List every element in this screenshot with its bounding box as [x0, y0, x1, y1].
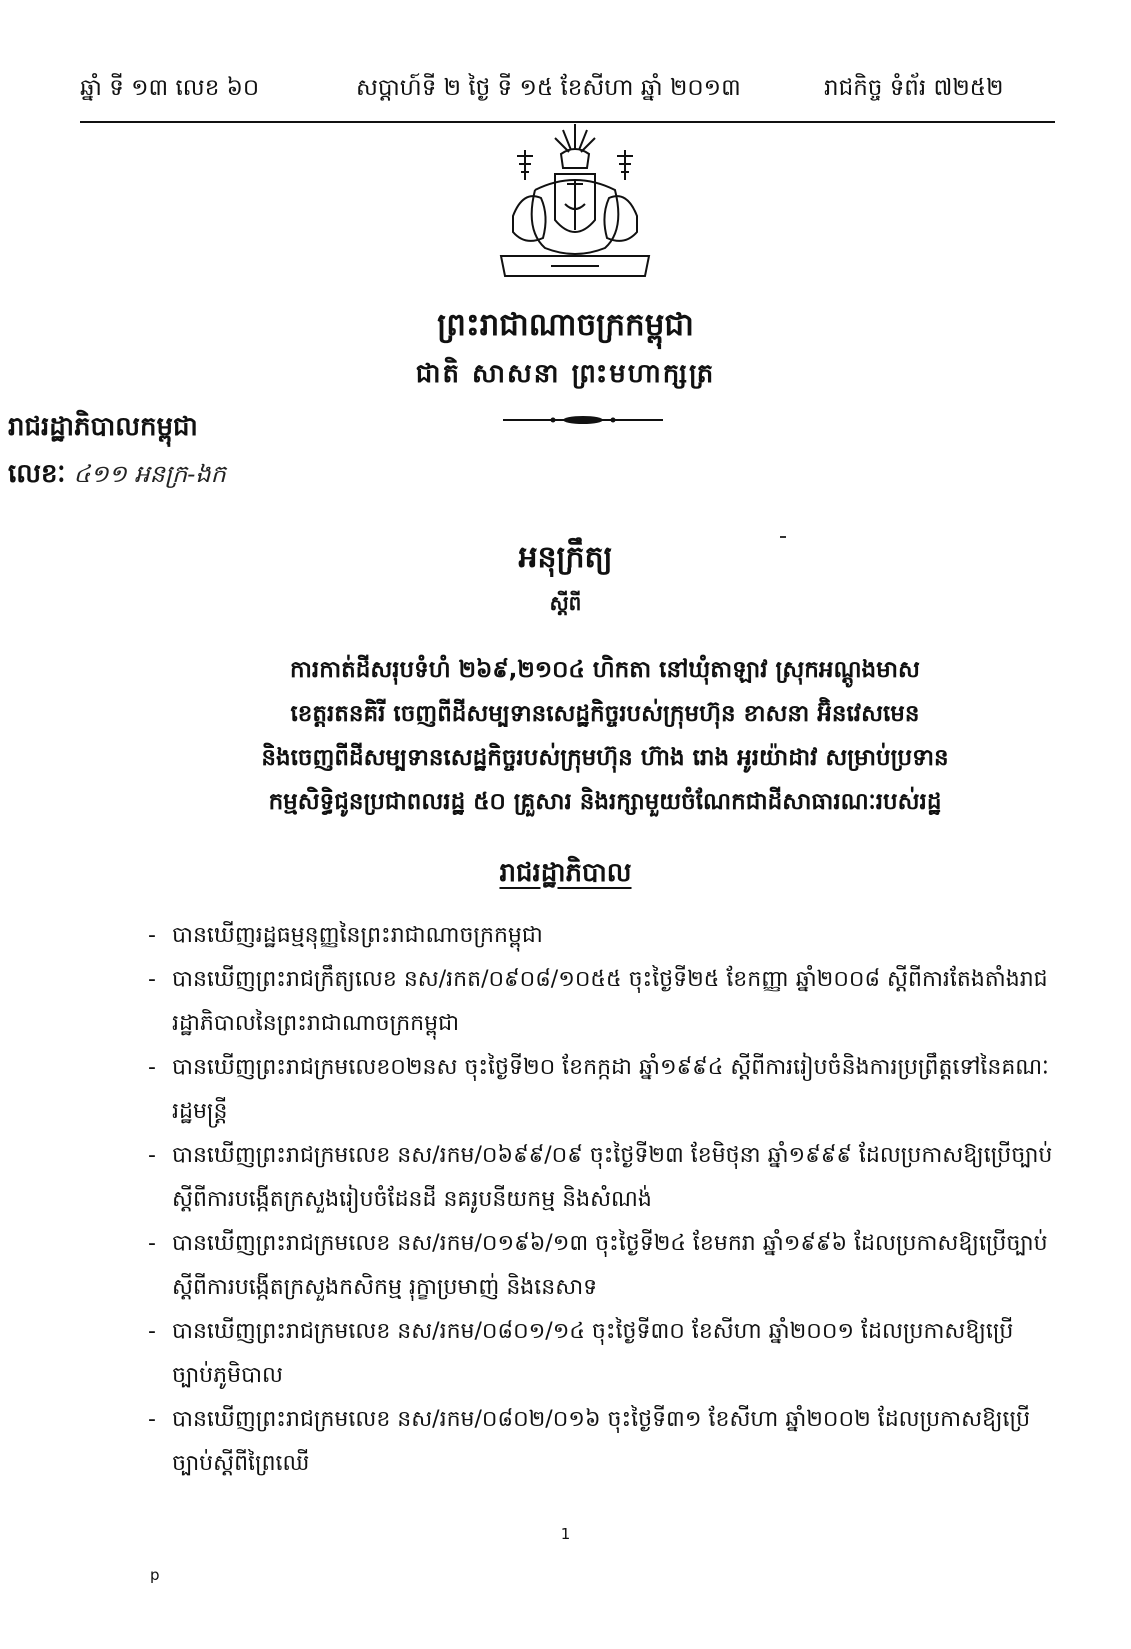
- consideration-item: - បានឃើញរដ្ឋធម្មនុញ្ញនៃព្រះរាជាណាចក្រកម្ពុជា: [148, 923, 543, 948]
- subject-line: ខេត្តរតនគិរី ចេញពីដីសម្បទានសេដ្ឋកិច្ចរបស់ក្រុមហ៊ុន ខាសនា អ៊ិនវេសមេន: [290, 701, 920, 727]
- issuing-government: រាជរដ្ឋាភិបាលកម្ពុជា: [8, 412, 198, 442]
- consideration-text: បានឃើញព្រះរាជក្រឹត្យលេខ នស/រកត/០៩០៨/១០៥៥ ចុះថ្ងៃទី២៥ ខែកញ្ញា ឆ្នាំ២០០៨ ស្តីពីការតែងតាំងរាជរដ្ឋាភិបាលនៃព្រះរាជាណាចក្រកម្ពុជា: [172, 967, 1048, 1036]
- consideration-item: - បានឃើញព្រះរាជក្រមលេខ០២នស ចុះថ្ងៃទី២០ ខែកក្កដា ឆ្នាំ១៩៩៤ ស្តីពីការរៀបចំនិងការប្រព្រឹត្តទៅនៃគណៈរដ្ឋមន្ត្រី: [148, 1055, 1049, 1124]
- subject-heading: [175, 648, 1035, 824]
- handwritten-reference-number: ៤១១ អនក្រ-ងក: [73, 459, 226, 488]
- consideration-text: បានឃើញព្រះរាជក្រមលេខ នស/រកម/០៦៩៩/០៩ ចុះថ្ងៃទី២៣ ខែមិថុនា ឆ្នាំ១៩៩៩ ដែលប្រកាសឱ្យប្រើច្បាប់ស្តីពីការបង្កើតក្រសួងរៀបចំដែនដី នគរូបនីយកម្ម និងសំណង់: [172, 1143, 1053, 1212]
- page-number: 1: [560, 1525, 571, 1543]
- consideration-item: - បានឃើញព្រះរាជក្រមលេខ នស/រកម/០១៩៦/១៣ ចុះថ្ងៃទី២៤ ខែមករា ឆ្នាំ១៩៩៦ ដែលប្រកាសឱ្យប្រើច្បាប់ ស្តីពីការបង្កើតក្រសួងកសិកម្ម រុក្ខាប្រមាញ់ និងនេសាទ: [148, 1231, 1048, 1300]
- gazette-week-date: សប្តាហ៍ទី ២ ថ្ងៃ ទី ១៥ ខែសីហា ឆ្នាំ ២០១៣: [356, 75, 741, 101]
- consideration-text: បានឃើញព្រះរាជក្រមលេខ០២នស ចុះថ្ងៃទី២០ ខែកក្កដា ឆ្នាំ១៩៩៤ ស្តីពីការរៀបចំនិងការប្រព្រឹត្តទៅនៃគណៈរដ្ឋមន្ត្រី: [172, 1055, 1049, 1124]
- decorative-divider-ornament: [503, 414, 663, 426]
- consideration-text: បានឃើញព្រះរាជក្រមលេខ នស/រកម/០៨០១/១៤ ចុះថ្ងៃទី៣០ ខែសីហា ឆ្នាំ២០០១ ដែលប្រកាសឱ្យប្រើច្បាប់ភូមិបាល: [172, 1319, 1014, 1388]
- subject-label: ស្តីពី: [549, 591, 582, 615]
- national-motto: ជាតិ សាសនា ព្រះមហាក្សត្រ: [415, 359, 716, 389]
- document-type-title: អនុក្រឹត្យ: [518, 540, 613, 575]
- consideration-text: បានឃើញព្រះរាជក្រមលេខ នស/រកម/០១៩៦/១៣ ចុះថ្ងៃទី២៤ ខែមករា ឆ្នាំ១៩៩៦ ដែលប្រកាសឱ្យប្រើច្បាប់ ស្តីពីការបង្កើតក្រសួងកសិកម្ម រុក្ខាប្រមាញ់ និងនេសាទ: [172, 1231, 1048, 1300]
- considerations-list: [148, 914, 1053, 1486]
- gazette-year-issue: ឆ្នាំ ទី ១៣ លេខ ៦០: [80, 75, 260, 101]
- reference-number-row: [8, 456, 226, 496]
- subject-line: កម្មសិទ្ធិជូនប្រជាពលរដ្ឋ ៥០ គ្រួសារ និងរក្សាមួយចំណែកជាដីសាធារណៈរបស់រដ្ឋ: [268, 789, 942, 815]
- consideration-item: - បានឃើញព្រះរាជក្រមលេខ នស/រកម/០៨០២/០១៦ ចុះថ្ងៃទី៣១ ខែសីហា ឆ្នាំ២០០២ ដែលប្រកាសឱ្យប្រើច្បាប់ស្តីពីព្រៃឈើ: [148, 1407, 1031, 1476]
- consideration-text: បានឃើញព្រះរាជក្រមលេខ នស/រកម/០៨០២/០១៦ ចុះថ្ងៃទី៣១ ខែសីហា ឆ្នាំ២០០២ ដែលប្រកាសឱ្យប្រើច្បាប់ស្តីពីព្រៃឈើ: [172, 1407, 1031, 1476]
- subject-line: និងចេញពីដីសម្បទានសេដ្ឋកិច្ចរបស់ក្រុមហ៊ុន ហ៊ាង រោង អូរយ៉ាដាវ សម្រាប់ប្រទាន: [261, 745, 949, 771]
- consideration-item: - បានឃើញព្រះរាជក្រឹត្យលេខ នស/រកត/០៩០៨/១០៥៥ ចុះថ្ងៃទី២៥ ខែកញ្ញា ឆ្នាំ២០០៨ ស្តីពីការតែងតាំងរាជរដ្ឋាភិបាលនៃព្រះរាជាណាចក្រកម្ពុជា: [148, 967, 1048, 1036]
- consideration-item: - បានឃើញព្រះរាជក្រមលេខ នស/រកម/០៦៩៩/០៩ ចុះថ្ងៃទី២៣ ខែមិថុនា ឆ្នាំ១៩៩៩ ដែលប្រកាសឱ្យប្រើច្បាប់ស្តីពីការបង្កើតក្រសួងរៀបចំដែនដី នគរូបនីយកម្ម និងសំណង់: [148, 1143, 1053, 1212]
- stray-letter: p: [150, 1566, 160, 1584]
- subject-line: ការកាត់ដីសរុបទំហំ ២៦៩,២១០៤ ហិកតា នៅឃុំតាឡាវ ស្រុកអណ្តូងមាស: [290, 657, 920, 683]
- gazette-page-ref: រាជកិច្ច ទំព័រ ៧២៥២: [824, 75, 1004, 101]
- consideration-item: - បានឃើញព្រះរាជក្រមលេខ នស/រកម/០៨០១/១៤ ចុះថ្ងៃទី៣០ ខែសីហា ឆ្នាំ២០០១ ដែលប្រកាសឱ្យប្រើច្បាប់ភូមិបាល: [148, 1319, 1014, 1388]
- kingdom-title: ព្រះរាជាណាចក្រកម្ពុជា: [437, 307, 694, 343]
- royal-coat-of-arms-emblem: [495, 120, 655, 290]
- authority-heading: រាជរដ្ឋាភិបាល: [499, 858, 632, 888]
- consideration-text: បានឃើញរដ្ឋធម្មនុញ្ញនៃព្រះរាជាណាចក្រកម្ពុជា: [172, 923, 543, 948]
- reference-label: លេខៈ: [8, 459, 66, 489]
